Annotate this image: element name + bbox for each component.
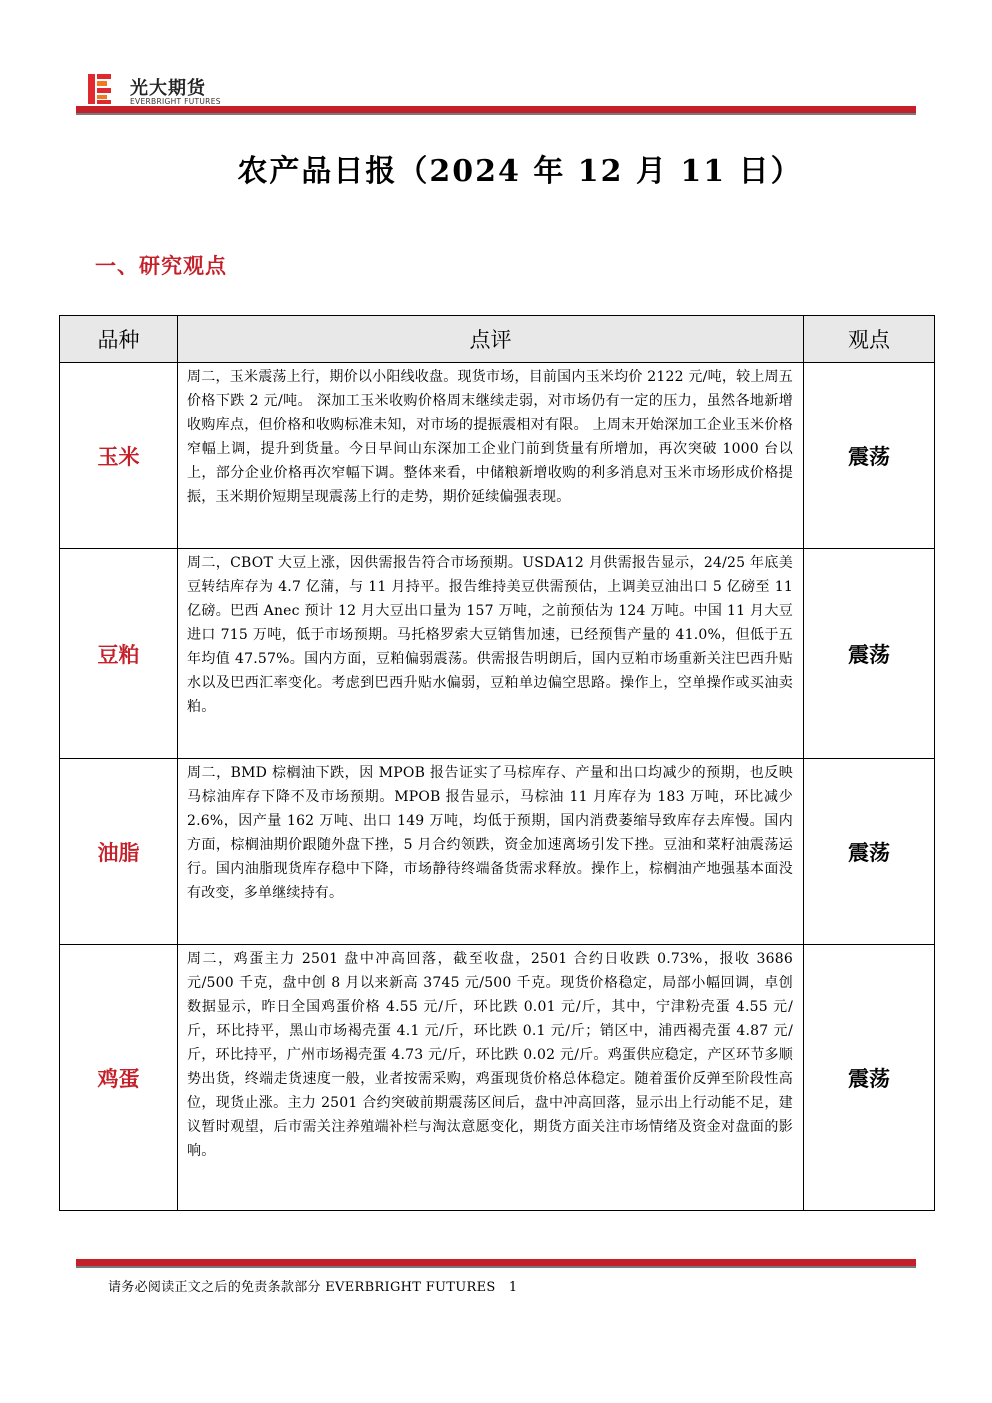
brand-name-en: EVERBRIGHT FUTURES <box>130 97 221 106</box>
variety-cell: 鸡蛋 <box>60 945 178 1211</box>
variety-cell: 豆粕 <box>60 549 178 759</box>
view-cell: 震荡 <box>804 945 935 1211</box>
comment-cell: 周二，玉米震荡上行，期价以小阳线收盘。现货市场，目前国内玉米均价 2122 元/吨，较上周五价格下跌 2 元/吨。 深加工玉米收购价格周末继续走弱，对市场仍有一定的压力，虽然各地新增收购库点，但价格和收购标准未知，对市场的提振震相对有限。 上周末开始深加工企业玉米价格窄幅上调，提升到货量。今日早间山东深加工企业门前到货量有所增加，再次突破 1000 台以上，部分企业价格再次窄幅下调。整体来看，中储粮新增收购的利多消息对玉米市场形成价格提振，玉米期价短期呈现震荡上行的走势，期价延续偏强表现。 <box>178 363 804 549</box>
footer-disclaimer <box>108 1276 517 1295</box>
research-view-table <box>59 315 935 1211</box>
view-cell: 震荡 <box>804 363 935 549</box>
section-heading: 一、研究观点 <box>95 253 227 278</box>
comment-cell: 周二，CBOT 大豆上涨，因供需报告符合市场预期。USDA12 月供需报告显示，24/25 年底美豆转结库存为 4.7 亿蒲，与 11 月持平。报告维持美豆供需预估，上调美豆油出口 5 亿磅至 11 亿磅。巴西 Anec 预计 12 月大豆出口量为 157 万吨，之前预估为 124 万吨。中国 11 月大豆进口 715 万吨，低于市场预期。马托格罗索大豆销售加速，已经预售产量的 41.0%，但低于五年均值 47.57%。国内方面，豆粕偏弱震荡。供需报告明朗后，国内豆粕市场重新关注巴西升贴水以及巴西汇率变化。考虑到巴西升贴水偏弱，豆粕单边偏空思路。操作上，空单操作或买油卖粕。 <box>178 549 804 759</box>
variety-cell: 油脂 <box>60 759 178 945</box>
table-row <box>60 363 935 549</box>
comment-cell: 周二，BMD 棕榈油下跌，因 MPOB 报告证实了马棕库存、产量和出口均减少的预期，也反映马棕油库存下降不及市场预期。MPOB 报告显示，马棕油 11 月库存为 183 万吨，环比减少 2.6%，因产量 162 万吨、出口 149 万吨，均低于预期，国内消费萎缩导致库存去库慢。国内方面，棕榈油期价跟随外盘下挫，5 月合约领跌，资金加速离场引发下挫。豆油和菜籽油震荡运行。国内油脂现货库存稳中下降，市场静待终端备货需求释放。操作上，棕榈油产地强基本面没有改变，多单继续持有。 <box>178 759 804 945</box>
disclaimer-text: 请务必阅读正文之后的免责条款部分 EVERBRIGHT FUTURES <box>108 1280 496 1295</box>
page-title: 农产品日报（2024 年 12 月 11 日） <box>237 154 803 189</box>
brand-name-cn: 光大期货 <box>130 78 206 99</box>
comment-cell: 周二，鸡蛋主力 2501 盘中冲高回落，截至收盘，2501 合约日收跌 0.73%，报收 3686 元/500 千克，盘中创 8 月以来新高 3745 元/500 千克。现货价格稳定，局部小幅回调，卓创数据显示，昨日全国鸡蛋价格 4.55 元/斤，环比跌 0.01 元/斤，其中，宁津粉壳蛋 4.55 元/斤，环比持平，黑山市场褐壳蛋 4.1 元/斤，环比跌 0.1 元/斤；销区中，浦西褐壳蛋 4.87 元/斤，环比持平，广州市场褐壳蛋 4.73 元/斤，环比跌 0.02 元/斤。鸡蛋供应稳定，产区环节多顺势出货，终端走货速度一般，业者按需采购，鸡蛋现货价格总体稳定。随着蛋价反弹至阶段性高位，现货止涨。主力 2501 合约突破前期震荡区间后，盘中冲高回落，显示出上行动能不足，建议暂时观望，后市需关注养殖端补栏与淘汰意愿变化，期货方面关注市场情绪及资金对盘面的影响。 <box>178 945 804 1211</box>
table-header-row <box>60 316 935 363</box>
header-comment: 点评 <box>178 316 804 363</box>
view-cell: 震荡 <box>804 759 935 945</box>
logo <box>86 72 246 106</box>
header-divider <box>76 106 916 115</box>
page-number: 1 <box>508 1280 518 1295</box>
header-view: 观点 <box>804 316 935 363</box>
everbright-logo-icon <box>86 72 120 106</box>
header-variety: 品种 <box>60 316 178 363</box>
view-cell: 震荡 <box>804 549 935 759</box>
table-row <box>60 759 935 945</box>
table-row <box>60 549 935 759</box>
table-row <box>60 945 935 1211</box>
variety-cell: 玉米 <box>60 363 178 549</box>
footer-divider <box>76 1259 916 1268</box>
